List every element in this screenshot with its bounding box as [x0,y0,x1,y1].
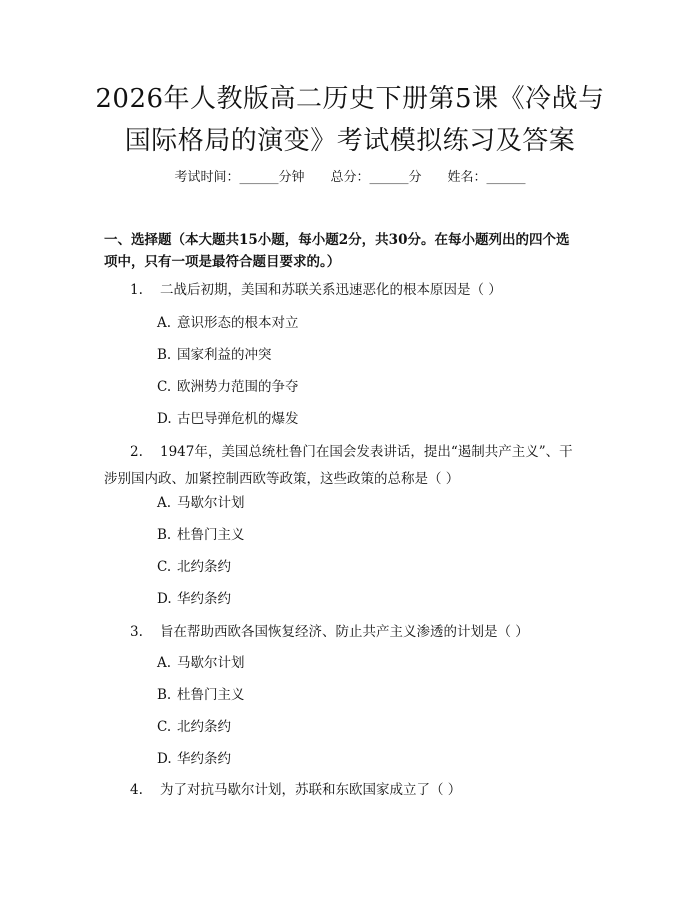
question-text-line-1: 1947年，美国总统杜鲁门在国会发表讲话，提出“遏制共产主义”、干 [160,444,573,460]
question-number: 4. [130,782,143,798]
section-heading [104,229,602,273]
student-name-field: 姓名：______ [447,170,526,185]
question-number: 1. [130,282,143,298]
option-text: 国家利益的冲突 [177,347,272,363]
question-text: 为了对抗马歇尔计划，苏联和东欧国家成立了（ ） [160,782,462,798]
question-1-option-d [157,409,557,429]
option-text: 欧洲势力范围的争夺 [177,379,299,395]
option-letter: A. [157,495,172,511]
question-3-option-b [157,685,557,705]
option-letter: D. [157,411,172,427]
question-2 [104,441,602,490]
option-letter: C. [157,559,172,575]
option-text: 古巴导弹危机的爆发 [177,411,299,427]
question-text: 二战后初期，美国和苏联关系迅速恶化的根本原因是（ ） [160,282,502,298]
question-3-option-a [157,653,557,673]
option-text: 北约条约 [177,559,231,575]
option-text: 华约条约 [177,591,231,607]
option-letter: B. [157,347,172,363]
option-letter: B. [157,687,172,703]
question-1 [104,279,602,301]
exam-time-field: 考试时间：______分钟 [174,170,305,185]
option-letter: A. [157,655,172,671]
question-3 [104,621,602,643]
option-letter: B. [157,527,172,543]
option-text: 华约条约 [177,751,231,767]
section-heading-line-1: 一、选择题（本大题共15小题，每小题2分，共30分。在每小题列出的四个选 [104,232,570,248]
section-heading-line-2: 项中，只有一项是最符合题目要求的。） [104,254,341,270]
title-line-1: 2026年人教版高二历史下册第5课《冷战与 [95,84,605,114]
option-text: 杜鲁门主义 [177,527,245,543]
question-3-option-d [157,749,557,769]
question-3-option-c [157,717,557,737]
question-2-option-c [157,557,557,577]
exam-info-line [0,168,700,188]
option-text: 马歇尔计划 [177,495,245,511]
question-text-line-2: 涉别国内政、加紧控制西欧等政策，这些政策的总称是（ ） [104,471,460,487]
question-1-option-a [157,313,557,333]
option-text: 北约条约 [177,719,231,735]
option-letter: C. [157,379,172,395]
title-line-2: 国际格局的演变》考试模拟练习及答案 [124,126,576,156]
option-letter: A. [157,315,172,331]
total-score-field: 总分：______分 [330,170,422,185]
question-1-option-c [157,377,557,397]
question-2-option-b [157,525,557,545]
question-1-option-b [157,345,557,365]
question-number: 2. [130,444,143,460]
option-text: 杜鲁门主义 [177,687,245,703]
question-text: 旨在帮助西欧各国恢复经济、防止共产主义渗透的计划是（ ） [160,624,529,640]
question-number: 3. [130,624,143,640]
option-letter: D. [157,591,172,607]
option-text: 马歇尔计划 [177,655,245,671]
question-2-option-d [157,589,557,609]
option-letter: D. [157,751,172,767]
document-title [60,78,640,162]
question-4 [104,779,602,801]
option-letter: C. [157,719,172,735]
question-2-option-a [157,493,557,513]
option-text: 意识形态的根本对立 [177,315,299,331]
